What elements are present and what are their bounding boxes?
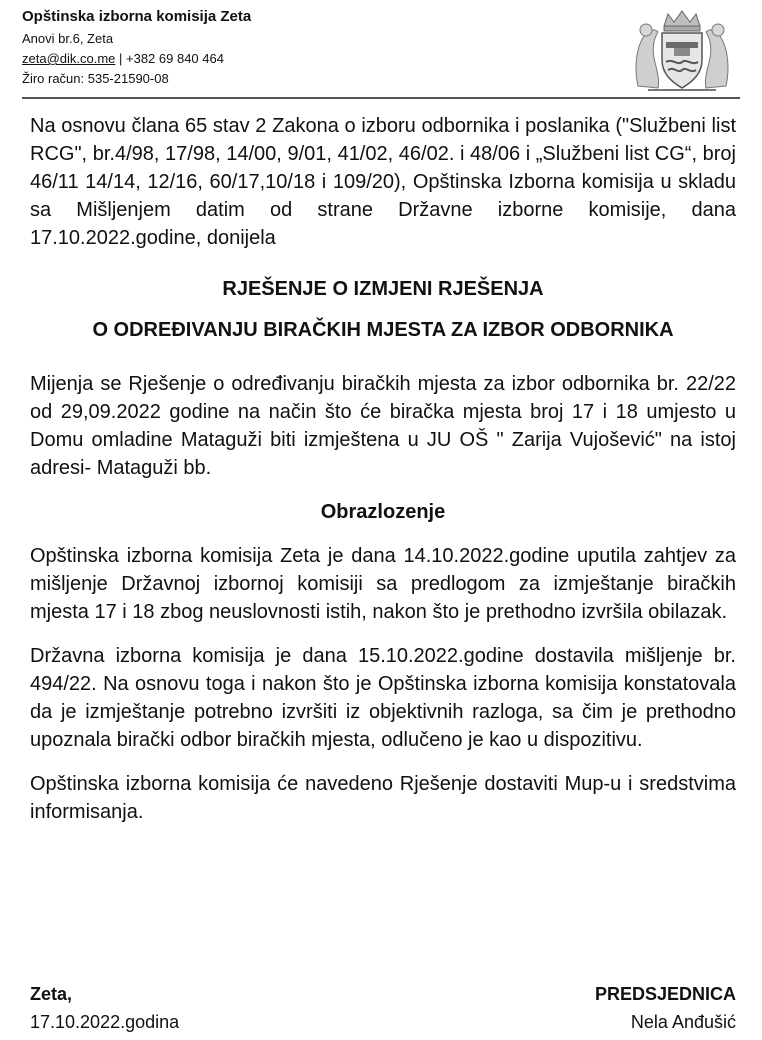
document-subtitle: O ODREĐIVANJU BIRAČKIH MJESTA ZA IZBOR ODBORNIKA — [92, 319, 674, 341]
letterhead — [22, 8, 742, 98]
place-date — [30, 980, 179, 1036]
signatory — [595, 980, 736, 1036]
organization-name: Opštinska izborna komisija Zeta — [22, 8, 252, 25]
reasoning-paragraph: Državna izborna komisija je dana 15.10.2022.godine dostavila mišljenje br. 494/22. Na osnovu toga i nakon što je Opštinska izborna komisija konstatovala da je izmještanje potrebno izvršiti iz objektivnih razloga, sa čim je prethodno upoznala birački odbor biračkih mjesta, odlučeno je kao u dispozitivu. — [30, 645, 736, 751]
decision-paragraph: Mijenja se Rješenje o određivanju biračkih mjesta za izbor odbornika br. 22/22 od 29,09.2022 godine na način što će biračka mjesta broj 17 i 18 umjesto u Domu omladine Mataguži biti izmještena u JU OŠ " Zarija Vujošević" na istoj adresi- Mataguži bb. — [30, 373, 736, 479]
document-title: RJEŠENJE O IZMJENI RJEŠENJA — [222, 278, 544, 300]
email-link[interactable]: zeta@dik.co.me — [22, 51, 116, 66]
document-body — [30, 112, 736, 826]
bank-account: Žiro račun: 535-21590-08 — [22, 71, 169, 86]
legal-basis-paragraph: Na osnovu člana 65 stav 2 Zakona o izboru odbornika i poslanika ("Službeni list RCG", br.4/98, 17/98, 14/00, 9/01, 41/02, 46/02. i 48/06 i „Službeni list CG“, broj 46/11 14/14, 12/16, 60/17,10/18 i 109/20), Opštinska Izborna komisija u skladu sa Mišljenjem datim od strane Državne izborne komisije, dana 17.10.2022.godine, donijela — [30, 115, 736, 249]
place: Zeta, — [30, 984, 73, 1004]
signatory-name: Nela Anđušić — [630, 1012, 736, 1032]
signature-block — [30, 980, 736, 1040]
signatory-role: PREDSJEDNICA — [594, 984, 736, 1004]
reasoning-heading: Obrazlozenje — [320, 501, 446, 523]
municipal-coat-of-arms-icon — [630, 8, 734, 94]
organization-address: Anovi br.6, Zeta — [22, 31, 114, 46]
reasoning-paragraph: Opštinska izborna komisija će navedeno Rješenje dostaviti Mup-u i sredstvima informisanja. — [30, 773, 736, 823]
phone-number: | +382 69 840 464 — [115, 51, 224, 66]
date: 17.10.2022.godina — [30, 1012, 180, 1032]
reasoning-paragraph: Opštinska izborna komisija Zeta je dana 14.10.2022.godine uputila zahtjev za mišljenje Državnoj izbornoj komisiji sa predlogom za izmještanje biračkih mjesta 17 i 18 zbog neuslovnosti istih, nakon što je prethodno izvršila obilazak. — [30, 545, 736, 623]
header-divider — [22, 97, 740, 99]
